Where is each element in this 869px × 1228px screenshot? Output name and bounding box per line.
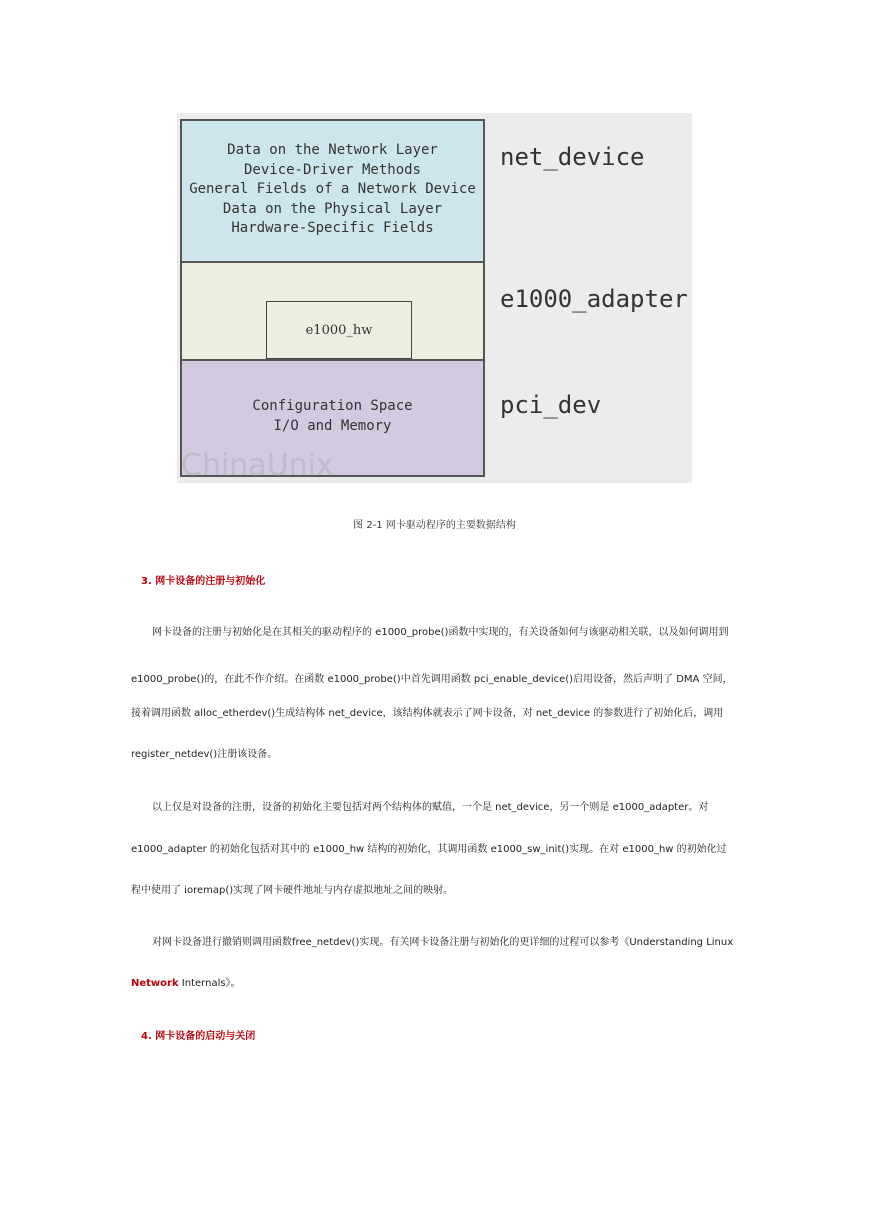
e1000-adapter-box <box>180 261 485 361</box>
net-device-box <box>180 119 485 263</box>
field-line: Device-Driver Methods <box>243 161 421 178</box>
field-line: I/O and Memory <box>273 417 392 434</box>
network-link[interactable]: Network <box>131 978 179 989</box>
pci-dev-fields <box>182 397 483 436</box>
field-line: Data on the Physical Layer <box>222 200 443 217</box>
figure-caption: 图 2-1 网卡驱动程序的主要数据结构 <box>353 520 516 531</box>
paragraph-line <box>131 974 241 989</box>
watermark: ChinaUnix <box>181 448 334 483</box>
paragraph-line: 网卡设备的注册与初始化是在其相关的驱动程序的 e1000_probe()函数中实现的，有关设备如何与该驱动相关联，以及如何调用到 <box>152 627 729 638</box>
section-4-heading: 4. 网卡设备的启动与关闭 <box>141 1031 256 1042</box>
paragraph-line: 对网卡设备进行撤销则调用函数free_netdev()实现。有关网卡设备注册与初始化的更详细的过程可以参考《Understanding Linux <box>152 937 734 948</box>
section-3-heading: 3. 网卡设备的注册与初始化 <box>141 576 266 587</box>
paragraph-line: 以上仅是对设备的注册，设备的初始化主要包括对两个结构体的赋值，一个是 net_device，另一个则是 e1000_adapter。对 <box>152 802 709 813</box>
paragraph-line: e1000_adapter 的初始化包括对其中的 e1000_hw 结构的初始化，其调用函数 e1000_sw_init()实现。在对 e1000_hw 的初始化过 <box>131 844 727 855</box>
paragraph-line: register_netdev()注册该设备。 <box>131 749 278 760</box>
net-device-label: net_device <box>500 143 645 171</box>
field-line: General Fields of a Network Device <box>189 181 476 197</box>
e1000-adapter-label: e1000_adapter <box>500 285 688 313</box>
field-line: Data on the Network Layer <box>227 142 438 158</box>
field-line: Configuration Space <box>252 398 413 414</box>
paragraph-line: 程中使用了 ioremap()实现了网卡硬件地址与内存虚拟地址之间的映射。 <box>131 885 454 896</box>
e1000-hw-box: e1000_hw <box>266 301 412 359</box>
paragraph-line: e1000_probe()的，在此不作介绍。在函数 e1000_probe()中首先调用函数 pci_enable_device()启用设备，然后声明了 DMA 空间， <box>131 674 733 685</box>
pci-dev-label: pci_dev <box>500 391 602 419</box>
field-line: Hardware-Specific Fields <box>231 220 434 236</box>
data-structure-figure <box>177 113 692 483</box>
paragraph-line: 接着调用函数 alloc_etherdev()生成结构体 net_device，该结构体就表示了网卡设备，对 net_device 的参数进行了初始化后，调用 <box>131 708 724 719</box>
paragraph-text: Internals》。 <box>178 978 241 989</box>
net-device-fields <box>182 141 483 239</box>
